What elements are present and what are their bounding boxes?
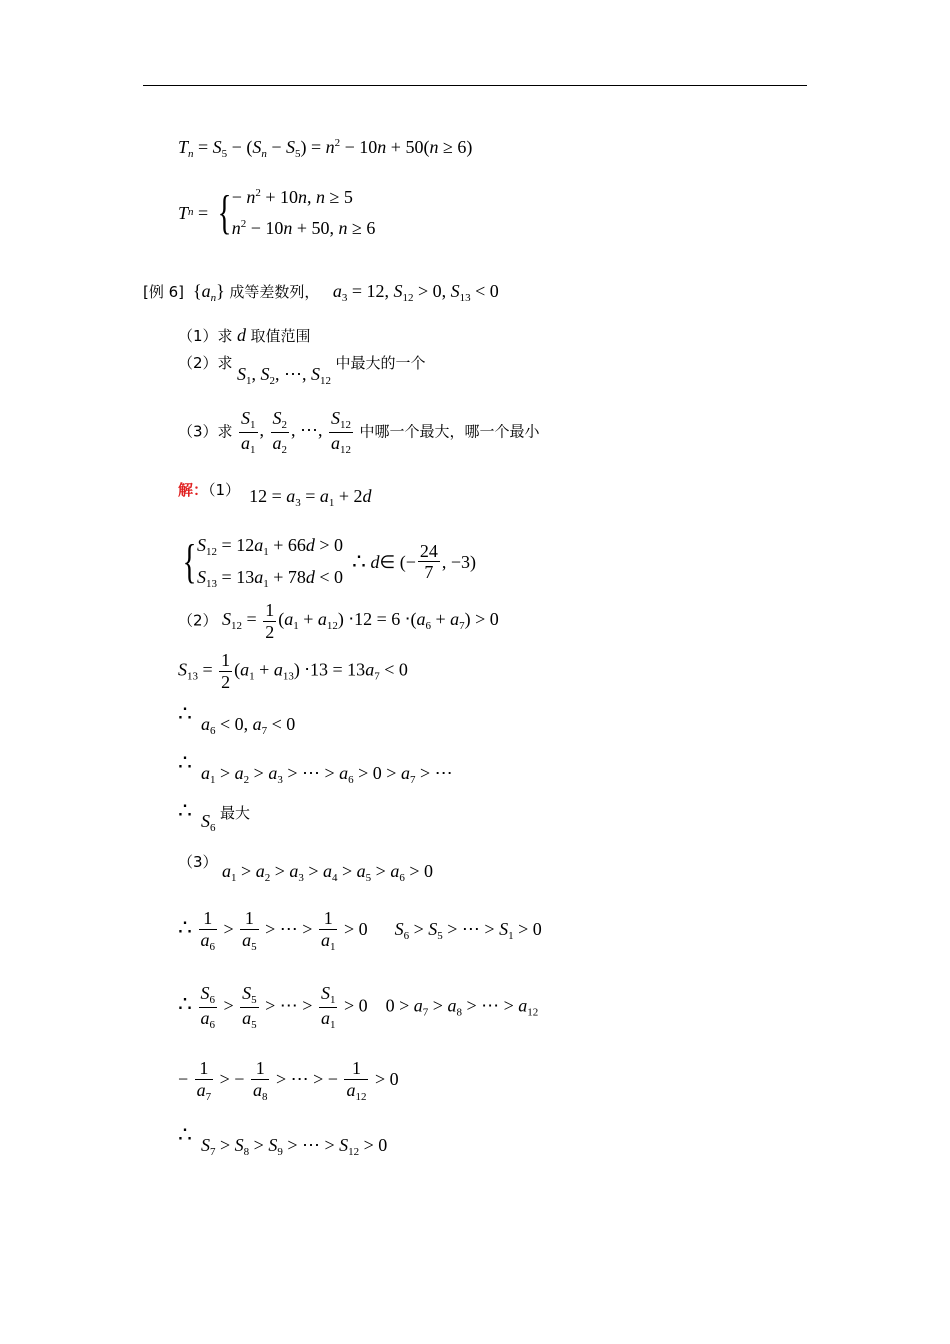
example-6-line: [例 6] $\{a_n\}$ 成等差数列， $a_3 = 12$, $S_{12} > 0$, $S_{13} < 0$ bbox=[143, 281, 499, 304]
solution-3-s-order: ∴ $S_7 > S_8 > S_9$ > ⋯ > $S_{12} > 0$ bbox=[178, 1122, 388, 1158]
solution-2-order: ∴ $a_1 > a_2 > a_3$ > ⋯ > $a_6 > 0 > a_7$ > ⋯ bbox=[178, 750, 453, 786]
solution-3-neg-reciprocal: − $\frac{1}{a_7}$ > − $\frac{1}{a_8}$ > ⋯ > − $\frac{1}{a_{12}}$ > 0 bbox=[178, 1058, 399, 1103]
solution-2-s12: （2） $S_{12}$ = $\frac{1}{2}$ $(a_1 + a_{12}) \cdot 12 = 6 \cdot(a_6 + a_7) > 0$ bbox=[178, 600, 499, 642]
solution-2-s13: $S_{13}$ = $\frac{1}{2}$ $(a_1 + a_{13}) \cdot 13 = 13a_7 < 0$ bbox=[178, 650, 408, 692]
solution-3-ratio: ∴ $\frac{S_6}{a_6}$ > $\frac{S_5}{a_5}$ > ⋯ > $\frac{S_1}{a_1}$ > 0 $0 > a_7 > a_8$ > ⋯ > $a_{12}$ bbox=[178, 983, 539, 1031]
question-2: （2）求 $S_1$, $S_2$, ⋯, $S_{12}$ 中最大的一个 bbox=[178, 354, 426, 387]
solution-2-a6-a7: ∴ $a_6 < 0$, $a_7 < 0$ bbox=[178, 701, 296, 737]
formula-tn-line: $T_n = S_5 - (S_n - S_5) = n^2 - 10n + 50(n \ge 6)$ bbox=[178, 137, 473, 160]
solution-3-order: （3） $a_1 > a_2 > a_3 > a_4 > a_5 > a_6 > 0$ bbox=[178, 853, 433, 884]
formula-tn-piecewise: T n = { − $n^2 + 10n$, n ≥ 5 $n^2 - 10n + 50$, n ≥ 6 bbox=[178, 185, 376, 239]
header-rule bbox=[143, 85, 807, 86]
solution-3-reciprocal: ∴ $\frac{1}{a_6}$ > $\frac{1}{a_5}$ > ⋯ > $\frac{1}{a_1}$ > 0 $S_6 > S_5$ > ⋯ > $S_1 > 0$ bbox=[178, 908, 542, 953]
solution-2-s6-max: ∴ $S_6$ 最大 bbox=[178, 798, 251, 834]
solution-1-system: { $S_{12} = 12a_1 + 66d > 0$ $S_{13} = 13a_1 + 78d < 0$ ∴ d ∈ (− $\frac{24}{7}$ , −3) bbox=[182, 534, 476, 590]
solution-label: 解： bbox=[178, 481, 209, 499]
example-label: [例 6] bbox=[143, 283, 185, 301]
question-3: （3）求 $\frac{S_1}{a_1}$ , $\frac{S_2}{a_2}$ , ⋯, $\frac{S_{12}}{a_{12}}$ 中哪一个最大，哪一个最小 bbox=[178, 408, 540, 456]
question-1: （1）求 d 取值范围 bbox=[178, 325, 311, 345]
solution-1-line: 解：（1） $12 = a_3 = a_1 + 2d$ bbox=[178, 481, 372, 509]
